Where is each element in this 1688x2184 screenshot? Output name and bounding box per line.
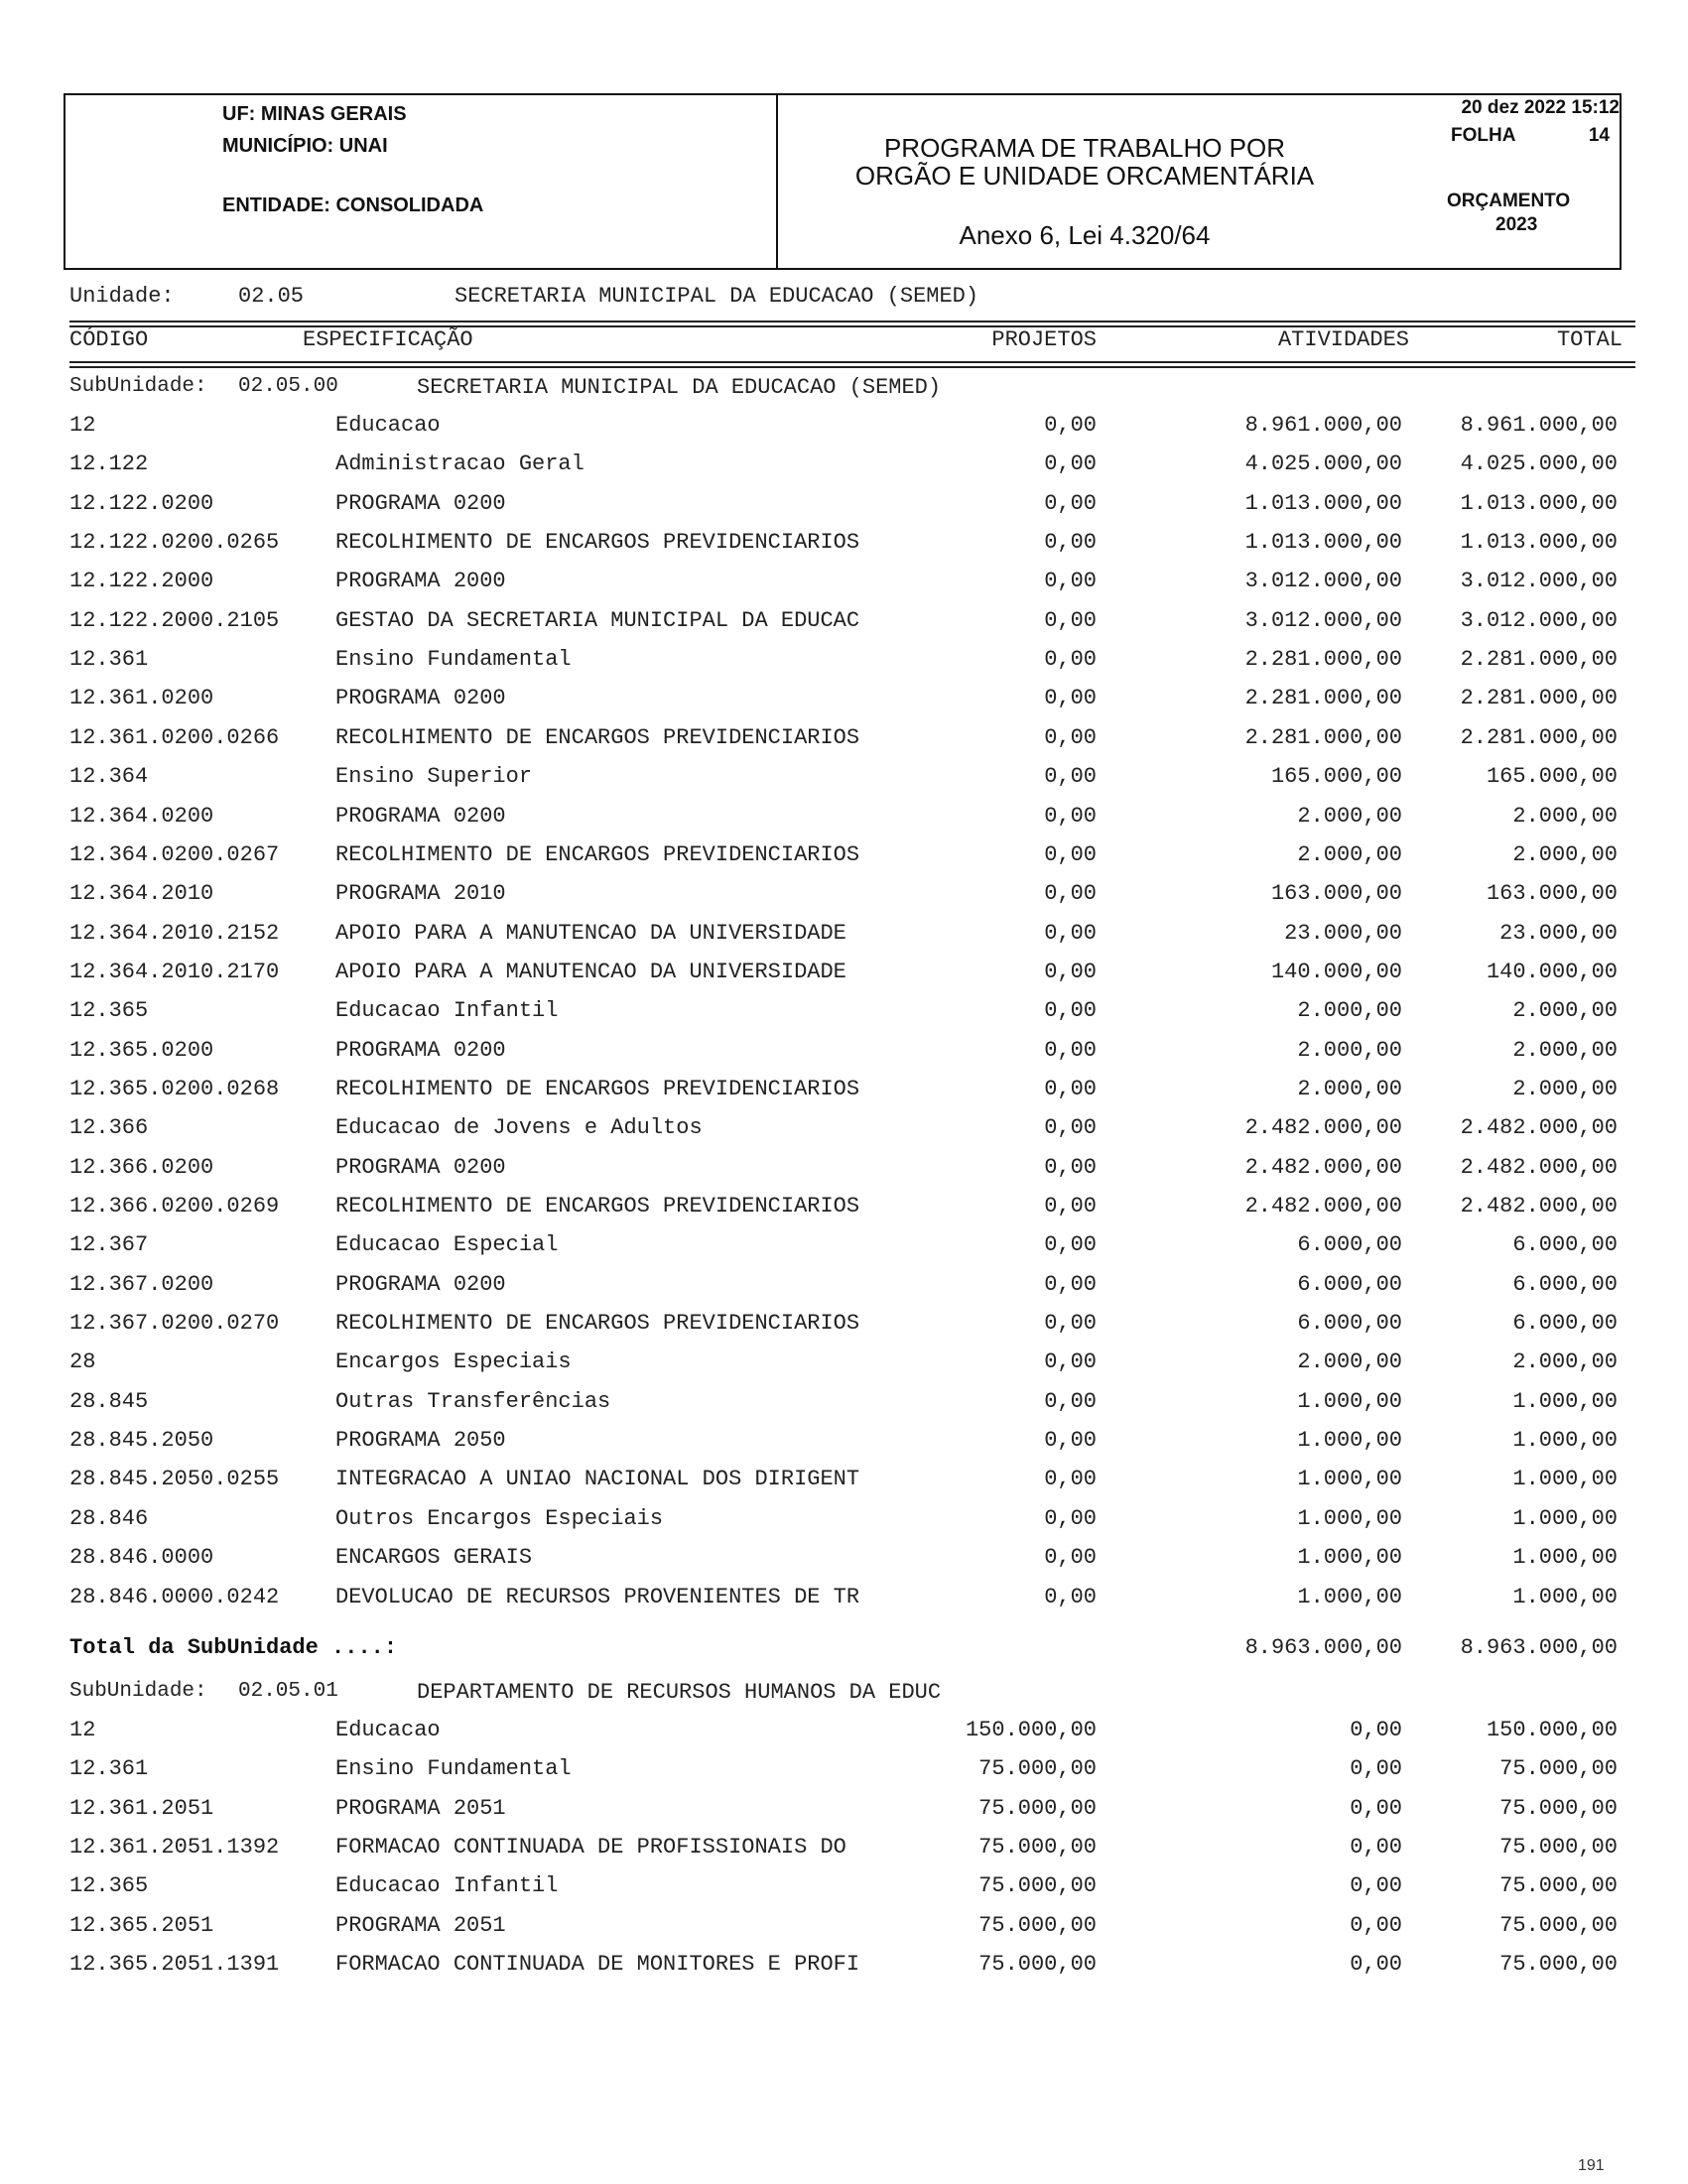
row-atividades: 0,00 [1350,1912,1402,1938]
row-projetos: 0,00 [1044,1349,1097,1375]
row-code: 12.367.0200 [69,1271,214,1297]
table-row [69,1272,1618,1304]
row-especificacao: Educacao Especial [335,1232,559,1258]
subunidade-label: SubUnidade: [69,1680,207,1703]
row-total: 4.025.000,00 [1460,451,1618,477]
row-atividades: 6.000,00 [1297,1271,1402,1297]
row-total: 1.000,00 [1512,1545,1618,1571]
row-code: 12.364.2010.2170 [69,959,280,984]
table-row [69,1756,1618,1788]
row-projetos: 75.000,00 [978,1756,1097,1782]
row-total: 2.281.000,00 [1460,647,1618,673]
table-row [69,921,1618,953]
row-projetos: 0,00 [1044,841,1097,867]
table-row [69,1835,1618,1866]
row-code: 12.365 [69,998,149,1024]
row-projetos: 0,00 [1044,1311,1097,1337]
annex-reference: Anexo 6, Lei 4.320/64 [959,220,1211,250]
row-projetos: 0,00 [1044,451,1097,477]
row-atividades: 2.281.000,00 [1244,647,1402,673]
row-total: 1.000,00 [1512,1467,1618,1492]
unidade-label: Unidade: [69,284,175,309]
subunidade-total-total: 8.963.000,00 [1460,1635,1618,1660]
row-especificacao: RECOLHIMENTO DE ENCARGOS PREVIDENCIARIOS [335,841,860,867]
table-row [69,1796,1618,1828]
table-row [69,1718,1618,1749]
row-total: 75.000,00 [1499,1912,1618,1938]
row-atividades: 165.000,00 [1270,764,1402,790]
table-row [69,1952,1618,1984]
row-especificacao: PROGRAMA 2051 [335,1795,506,1821]
row-especificacao: ENCARGOS GERAIS [335,1545,533,1571]
table-row [69,1389,1618,1421]
row-projetos: 0,00 [1044,959,1097,984]
row-especificacao: FORMACAO CONTINUADA DE PROFISSIONAIS DO [335,1835,846,1861]
row-total: 2.281.000,00 [1460,686,1618,711]
row-code: 12.122.0200.0265 [69,530,280,556]
row-total: 2.000,00 [1512,803,1618,829]
header-meta [1421,95,1620,268]
row-code: 12.361.0200 [69,686,214,711]
row-code: 28.845.2050.0255 [69,1467,280,1492]
row-projetos: 0,00 [1044,920,1097,946]
row-total: 2.000,00 [1512,1076,1618,1101]
row-projetos: 0,00 [1044,686,1097,711]
row-code: 28.846 [69,1505,149,1531]
row-total: 1.000,00 [1512,1388,1618,1414]
row-especificacao: Ensino Fundamental [335,1756,572,1782]
subunidade-total-atividades: 8.963.000,00 [1244,1635,1402,1660]
row-especificacao: Encargos Especiais [335,1349,572,1375]
header-title-block [778,95,1391,268]
row-projetos: 0,00 [1044,1194,1097,1219]
row-code: 12.361.2051 [69,1795,214,1821]
row-atividades: 163.000,00 [1270,881,1402,907]
row-total: 1.000,00 [1512,1428,1618,1454]
row-especificacao: APOIO PARA A MANUTENCAO DA UNIVERSIDADE [335,920,846,946]
table-row [69,1545,1618,1577]
table-row [69,1232,1618,1264]
row-atividades: 0,00 [1350,1873,1402,1899]
row-projetos: 0,00 [1044,1271,1097,1297]
row-total: 1.000,00 [1512,1584,1618,1609]
row-code: 12.122.2000 [69,569,214,594]
folha-label: FOLHA [1451,125,1516,146]
row-especificacao: Outros Encargos Especiais [335,1505,664,1531]
row-especificacao: Ensino Fundamental [335,647,572,673]
row-projetos: 0,00 [1044,1505,1097,1531]
row-atividades: 2.000,00 [1297,1349,1402,1375]
row-projetos: 0,00 [1044,1467,1097,1492]
row-projetos: 0,00 [1044,1076,1097,1101]
row-total: 2.000,00 [1512,1037,1618,1063]
row-code: 12.365.2051.1391 [69,1952,280,1978]
row-code: 12.361 [69,1756,149,1782]
row-projetos: 0,00 [1044,1388,1097,1414]
table-row [69,451,1618,483]
entidade-label: ENTIDADE: CONSOLIDADA [222,194,484,216]
row-code: 12.365.0200.0268 [69,1076,280,1101]
row-atividades: 1.013.000,00 [1244,490,1402,516]
row-total: 1.013.000,00 [1460,490,1618,516]
subunidade-total-row [69,1635,1618,1667]
row-code: 12.122 [69,451,149,477]
table-row [69,530,1618,562]
row-projetos: 0,00 [1044,490,1097,516]
table-row [69,1038,1618,1070]
row-projetos: 0,00 [1044,1115,1097,1141]
row-especificacao: PROGRAMA 2000 [335,569,506,594]
row-atividades: 6.000,00 [1297,1311,1402,1337]
row-total: 2.482.000,00 [1460,1154,1618,1180]
row-total: 23.000,00 [1499,920,1618,946]
report-datetime: 20 dez 2022 15:12 [1461,97,1620,118]
row-total: 1.013.000,00 [1460,530,1618,556]
table-row [69,1115,1618,1147]
unidade-name: SECRETARIA MUNICIPAL DA EDUCACAO (SEMED) [454,284,979,309]
row-projetos: 0,00 [1044,724,1097,750]
report-title-line1: PROGRAMA DE TRABALHO POR [883,133,1286,163]
table-row [69,998,1618,1030]
row-especificacao: Educacao [335,1718,441,1742]
row-atividades: 2.281.000,00 [1244,686,1402,711]
row-code: 12.366.0200 [69,1154,214,1180]
row-code: 12.364.0200.0267 [69,841,280,867]
row-code: 12 [69,1718,96,1742]
table-row [69,1155,1618,1187]
row-total: 75.000,00 [1499,1795,1618,1821]
row-code: 12.365 [69,1873,149,1899]
row-atividades: 23.000,00 [1284,920,1402,946]
header-rule-bottom-1 [69,361,1635,363]
col-codigo: CÓDIGO [69,327,149,352]
row-total: 163.000,00 [1486,881,1618,907]
table-row [69,725,1618,757]
row-especificacao: Educacao de Jovens e Adultos [335,1115,703,1141]
row-especificacao: RECOLHIMENTO DE ENCARGOS PREVIDENCIARIOS [335,1194,860,1219]
row-code: 12.367.0200.0270 [69,1311,280,1337]
table-row [69,842,1618,874]
row-total: 8.961.000,00 [1460,413,1618,438]
row-total: 150.000,00 [1486,1718,1618,1742]
subunidade-total-label: Total da SubUnidade ....: [69,1635,398,1660]
table-row [69,881,1618,913]
row-especificacao: PROGRAMA 2050 [335,1428,506,1454]
table-row [69,1349,1618,1381]
subunidade-label: SubUnidade: [69,375,207,398]
row-projetos: 0,00 [1044,1154,1097,1180]
table-row [69,647,1618,679]
row-code: 12.365.0200 [69,1037,214,1063]
table-row [69,764,1618,796]
row-total: 2.000,00 [1512,998,1618,1024]
row-especificacao: Administracao Geral [335,451,584,477]
row-code: 12.361.0200.0266 [69,724,280,750]
row-especificacao: RECOLHIMENTO DE ENCARGOS PREVIDENCIARIOS [335,1311,860,1337]
row-projetos: 0,00 [1044,647,1097,673]
row-projetos: 0,00 [1044,881,1097,907]
row-code: 12 [69,413,96,438]
row-projetos: 0,00 [1044,998,1097,1024]
row-projetos: 75.000,00 [978,1912,1097,1938]
row-atividades: 1.000,00 [1297,1545,1402,1571]
row-total: 2.482.000,00 [1460,1194,1618,1219]
table-row [69,1506,1618,1538]
row-atividades: 0,00 [1350,1718,1402,1742]
row-projetos: 0,00 [1044,764,1097,790]
orcamento-year: 2023 [1495,214,1538,235]
row-atividades: 6.000,00 [1297,1232,1402,1258]
row-atividades: 2.281.000,00 [1244,724,1402,750]
table-row [69,1585,1618,1616]
row-especificacao: Educacao Infantil [335,998,559,1024]
row-code: 12.361.2051.1392 [69,1835,280,1861]
table-row [69,960,1618,991]
row-projetos: 75.000,00 [978,1952,1097,1978]
row-atividades: 3.012.000,00 [1244,569,1402,594]
row-especificacao: Educacao Infantil [335,1873,559,1899]
header-rule-top-1 [69,321,1635,322]
row-atividades: 2.000,00 [1297,841,1402,867]
col-total: TOTAL [1556,327,1623,352]
row-atividades: 0,00 [1350,1835,1402,1861]
row-especificacao: DEVOLUCAO DE RECURSOS PROVENIENTES DE TR [335,1584,860,1609]
unidade-code: 02.05 [238,284,305,309]
row-especificacao: PROGRAMA 2051 [335,1912,506,1938]
col-atividades: ATIVIDADES [1277,327,1409,352]
row-code: 28.845 [69,1388,149,1414]
row-atividades: 2.000,00 [1297,1076,1402,1101]
table-row [69,686,1618,717]
row-total: 75.000,00 [1499,1835,1618,1861]
row-projetos: 0,00 [1044,1584,1097,1609]
row-especificacao: APOIO PARA A MANUTENCAO DA UNIVERSIDADE [335,959,846,984]
row-especificacao: RECOLHIMENTO DE ENCARGOS PREVIDENCIARIOS [335,1076,860,1101]
municipio-label: MUNICÍPIO: UNAI [222,135,388,157]
row-projetos: 75.000,00 [978,1835,1097,1861]
row-total: 75.000,00 [1499,1756,1618,1782]
row-atividades: 3.012.000,00 [1244,607,1402,633]
row-especificacao: PROGRAMA 0200 [335,1037,506,1063]
row-atividades: 1.013.000,00 [1244,530,1402,556]
row-projetos: 0,00 [1044,1545,1097,1571]
row-code: 12.364.2010 [69,881,214,907]
row-total: 2.281.000,00 [1460,724,1618,750]
row-total: 2.482.000,00 [1460,1115,1618,1141]
row-atividades: 0,00 [1350,1952,1402,1978]
row-especificacao: PROGRAMA 2010 [335,881,506,907]
row-projetos: 0,00 [1044,530,1097,556]
row-code: 12.122.2000.2105 [69,607,280,633]
row-atividades: 4.025.000,00 [1244,451,1402,477]
row-atividades: 1.000,00 [1297,1584,1402,1609]
table-row [69,1077,1618,1108]
column-header-row [69,327,1623,359]
table-row [69,413,1618,445]
row-code: 12.364 [69,764,149,790]
table-row [69,1873,1618,1905]
col-projetos: PROJETOS [991,327,1097,352]
row-total: 6.000,00 [1512,1271,1618,1297]
table-row [69,1913,1618,1945]
row-atividades: 2.482.000,00 [1244,1115,1402,1141]
row-total: 140.000,00 [1486,959,1618,984]
row-total: 6.000,00 [1512,1232,1618,1258]
row-projetos: 0,00 [1044,413,1097,438]
row-especificacao: Educacao [335,413,441,438]
row-projetos: 0,00 [1044,803,1097,829]
row-especificacao: Ensino Superior [335,764,533,790]
row-atividades: 2.482.000,00 [1244,1154,1402,1180]
row-especificacao: RECOLHIMENTO DE ENCARGOS PREVIDENCIARIOS [335,724,860,750]
table-row [69,569,1618,600]
row-code: 28.845.2050 [69,1428,214,1454]
orcamento-label: ORÇAMENTO [1447,191,1571,211]
row-code: 12.364.0200 [69,803,214,829]
table-row [69,1311,1618,1343]
row-atividades: 2.000,00 [1297,1037,1402,1063]
row-code: 28.846.0000 [69,1545,214,1571]
table-row [69,1467,1618,1498]
row-atividades: 2.000,00 [1297,803,1402,829]
row-atividades: 8.961.000,00 [1244,413,1402,438]
col-especificacao: ESPECIFICAÇÃO [303,327,473,352]
table-row [69,608,1618,640]
table-row [69,1428,1618,1460]
subunidade-code: 02.05.01 [238,1680,338,1703]
row-especificacao: PROGRAMA 0200 [335,686,506,711]
row-atividades: 0,00 [1350,1795,1402,1821]
row-especificacao: PROGRAMA 0200 [335,1154,506,1180]
row-total: 75.000,00 [1499,1952,1618,1978]
row-total: 165.000,00 [1486,764,1618,790]
uf-label: UF: MINAS GERAIS [222,103,407,125]
row-especificacao: FORMACAO CONTINUADA DE MONITORES E PROFI [335,1952,860,1978]
row-code: 12.366 [69,1115,149,1141]
row-atividades: 2.482.000,00 [1244,1194,1402,1219]
row-projetos: 0,00 [1044,1037,1097,1063]
row-projetos: 75.000,00 [978,1873,1097,1899]
row-projetos: 0,00 [1044,1232,1097,1258]
row-atividades: 1.000,00 [1297,1467,1402,1492]
row-atividades: 0,00 [1350,1756,1402,1782]
row-total: 3.012.000,00 [1460,607,1618,633]
row-code: 12.367 [69,1232,149,1258]
row-especificacao: PROGRAMA 0200 [335,803,506,829]
row-projetos: 75.000,00 [978,1795,1097,1821]
row-code: 28 [69,1349,96,1375]
row-atividades: 1.000,00 [1297,1505,1402,1531]
row-especificacao: Outras Transferências [335,1388,611,1414]
row-atividades: 140.000,00 [1270,959,1402,984]
page-number: 191 [1578,2157,1605,2174]
row-especificacao: PROGRAMA 0200 [335,1271,506,1297]
row-code: 12.365.2051 [69,1912,214,1938]
row-atividades: 1.000,00 [1297,1388,1402,1414]
row-especificacao: RECOLHIMENTO DE ENCARGOS PREVIDENCIARIOS [335,530,860,556]
row-total: 3.012.000,00 [1460,569,1618,594]
row-projetos: 0,00 [1044,569,1097,594]
report-header [64,93,1622,270]
table-row [69,491,1618,523]
folha-number: 14 [1588,125,1610,146]
row-projetos: 0,00 [1044,1428,1097,1454]
table-row [69,1194,1618,1225]
row-code: 28.846.0000.0242 [69,1584,280,1609]
row-total: 2.000,00 [1512,1349,1618,1375]
row-code: 12.364.2010.2152 [69,920,280,946]
subunidade-code: 02.05.00 [238,375,338,398]
row-atividades: 1.000,00 [1297,1428,1402,1454]
report-title-line2: ORGÃO E UNIDADE ORCAMENTÁRIA [854,161,1315,191]
subunidade-name: SECRETARIA MUNICIPAL DA EDUCACAO (SEMED) [417,375,942,400]
header-rule-bottom-2 [69,366,1635,368]
row-especificacao: GESTAO DA SECRETARIA MUNICIPAL DA EDUCAC [335,607,860,633]
row-especificacao: INTEGRACAO A UNIAO NACIONAL DOS DIRIGENT [335,1467,860,1492]
row-projetos: 150.000,00 [965,1718,1097,1742]
row-total: 1.000,00 [1512,1505,1618,1531]
row-code: 12.361 [69,647,149,673]
row-total: 6.000,00 [1512,1311,1618,1337]
table-row [69,804,1618,835]
row-total: 75.000,00 [1499,1873,1618,1899]
subunidade-name: DEPARTAMENTO DE RECURSOS HUMANOS DA EDUC [417,1680,942,1705]
row-code: 12.366.0200.0269 [69,1194,280,1219]
row-especificacao: PROGRAMA 0200 [335,490,506,516]
row-code: 12.122.0200 [69,490,214,516]
row-atividades: 2.000,00 [1297,998,1402,1024]
row-total: 2.000,00 [1512,841,1618,867]
row-projetos: 0,00 [1044,607,1097,633]
